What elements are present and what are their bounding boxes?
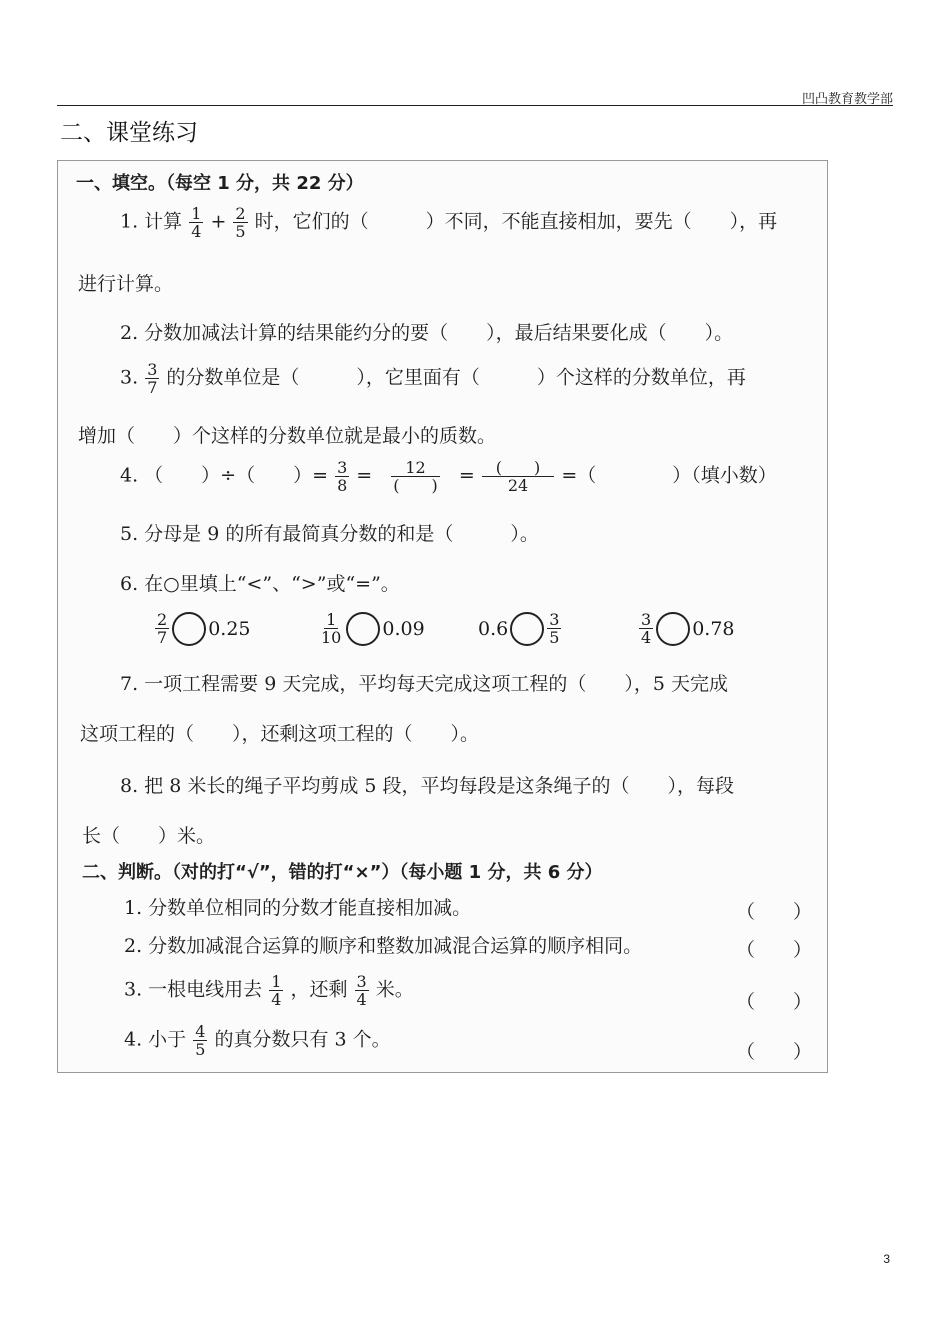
judge-q1-answer: （ ） [736,901,813,923]
q6-3-fraction: $\frac{3}{5}$ [549,610,560,647]
judge-q4-fraction: $\frac{4}{5}$ [195,1022,206,1059]
judge-q2: 2. 分数加减混合运算的顺序和整数加减混合运算的顺序相同。 [124,935,643,957]
q2-line: 2. 分数加减法计算的结果能约分的要（ ），最后结果要化成（ ）。 [120,322,734,344]
q6-2-fraction: $\frac{1}{10}$ [321,610,342,647]
header-org: 凹凸教育教学部 [801,92,893,107]
judge-q3-fraction-2: $\frac{3}{4}$ [356,972,367,1009]
fill-blank-heading: 一、填空。（每空 1 分，共 22 分） [76,173,364,194]
q4-text-b: =（ ）（填小数） [561,464,777,487]
judge-q3-text-b: ，还剩 [290,978,348,1001]
judge-q4-text-a: 4. 小于 [124,1028,187,1051]
judge-q2-answer: （ ） [736,939,813,961]
q3-text-b: 的分数单位是（ ），它里面有（ ）个这样的分数单位，再 [166,366,746,389]
q4-line [120,459,777,494]
q6-1-right: 0.25 [208,617,251,640]
q8-line: 8. 把 8 米长的绳子平均剪成 5 段，平均每段是这条绳子的（ ），每段 [120,775,735,797]
q8-continuation: 长（ ）米。 [82,825,216,847]
q3-continuation: 增加（ ）个这样的分数单位就是最小的质数。 [78,425,497,447]
q1-fraction-1: $\frac{1}{4}$ [191,204,202,241]
q6-1-fraction: $\frac{2}{7}$ [157,610,168,647]
q4-equals-1: = [356,464,373,487]
q6-compare-3 [478,611,562,646]
q4-text-a: 4. （ ）÷（ ）= [120,464,329,487]
q1-text-a: 1. 计算 [120,210,183,233]
judge-q3-answer: （ ） [736,991,813,1013]
q6-1-circle [172,612,206,646]
judge-q3-text-a: 3. 一根电线用去 [124,978,263,1001]
q6-compare-4 [638,611,735,646]
q1-fraction-2: $\frac{2}{5}$ [235,204,246,241]
q4-fraction-2: $\frac{12}{( )}$ [393,458,438,495]
judge-q1: 1. 分数单位相同的分数才能直接相加减。 [124,897,472,919]
q6-4-fraction: $\frac{3}{4}$ [641,610,652,647]
q4-equals-2: = [458,464,475,487]
judge-q4 [124,1023,391,1058]
q6-compare-1 [154,611,251,646]
q6-4-circle [656,612,690,646]
q6-3-left: 0.6 [478,617,509,640]
judge-q4-text-b: 的真分数只有 3 个。 [214,1028,391,1051]
section-title: 二、课堂练习 [60,120,198,146]
q1-text-b: 时，它们的（ ）不同，不能直接相加，要先（ ），再 [254,210,778,233]
judge-q3 [124,973,414,1008]
header-rule [57,105,893,106]
judge-q4-answer: （ ） [736,1041,813,1063]
q6-line: 6. 在○里填上“<”、“>”或“=”。 [120,573,400,595]
q4-fraction-1: $\frac{3}{8}$ [337,458,348,495]
q7-line: 7. 一项工程需要 9 天完成，平均每天完成这项工程的（ ），5 天完成 [120,673,728,695]
page-number: 3 [883,1252,890,1266]
q1-line [120,205,777,240]
q6-2-right: 0.09 [382,617,425,640]
q6-2-circle [346,612,380,646]
worksheet-scan [57,160,828,1073]
q6-compare-2 [318,611,425,646]
q1-plus: + [210,210,227,233]
q6-4-right: 0.78 [692,617,735,640]
judge-q3-fraction-1: $\frac{1}{4}$ [271,972,282,1009]
judge-q3-text-c: 米。 [375,978,414,1001]
q6-3-circle [510,612,544,646]
q3-line [120,361,746,396]
q5-line: 5. 分母是 9 的所有最简真分数的和是（ ）。 [120,523,539,545]
q4-fraction-3: $\frac{( )}{24}$ [482,459,555,494]
q7-continuation: 这项工程的（ ），还剩这项工程的（ ）。 [80,723,480,745]
judge-heading: 二、判断。（对的打“√”，错的打“×”）（每小题 1 分，共 6 分） [82,862,603,883]
q3-text-a: 3. [120,366,139,389]
q1-continuation: 进行计算。 [78,273,174,295]
q3-fraction: $\frac{3}{7}$ [147,360,158,397]
